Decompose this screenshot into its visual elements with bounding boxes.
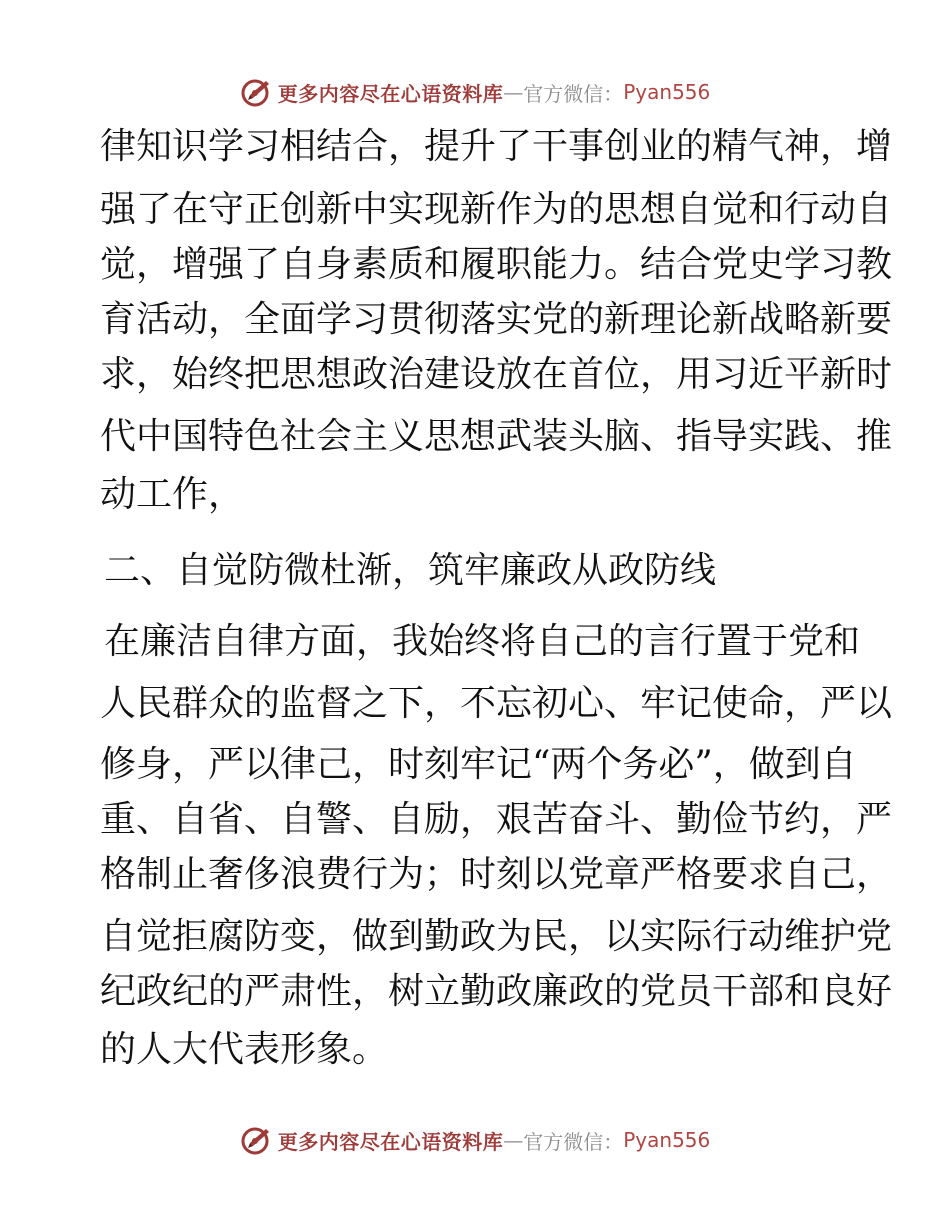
body-line: 修身，严以律己，时刻牢记“两个务必”，做到自 (100, 744, 857, 785)
body-line: 自觉拒腐防变，做到勤政为民，以实际行动维护党 (100, 916, 893, 957)
section-heading: 二、自觉防微杜渐，筑牢廉政从政防线 (104, 550, 717, 591)
body-line: 强了在守正创新中实现新作为的思想自觉和行动自 (100, 189, 893, 230)
body-line: 动工作， (100, 474, 245, 515)
body-line: 代中国特色社会主义思想武装头脑、指导实践、推 (100, 416, 893, 457)
body-line: 的人大代表形象。 (100, 1029, 389, 1070)
banner-main-text: 更多内容尽在心语资料库 (277, 1129, 504, 1154)
pen-circle-logo-icon (240, 1123, 274, 1157)
body-line: 重、自省、自警、自励，艰苦奋斗、勤俭节约，严 (100, 799, 893, 840)
body-line: 人民群众的监督之下，不忘初心、牢记使命，严以 (100, 683, 893, 724)
banner-wechat-id: Pyan556 (623, 1128, 711, 1152)
pen-circle-logo-icon (240, 75, 274, 109)
body-line: 育活动，全面学习贯彻落实党的新理论新战略新要 (100, 299, 893, 340)
banner-wechat-id: Pyan556 (623, 80, 711, 104)
banner-wechat-label: 官方微信： (523, 81, 624, 106)
banner-wechat-label: 官方微信： (523, 1129, 624, 1154)
banner-main-text: 更多内容尽在心语资料库 (277, 81, 504, 106)
body-line: 格制止奢侈浪费行为；时刻以党章严格要求自己， (100, 854, 893, 895)
body-line: 纪政纪的严肃性，树立勤政廉政的党员干部和良好 (100, 971, 893, 1012)
banner-separator: — (503, 80, 524, 104)
body-line: 觉，增强了自身素质和履职能力。结合党史学习教 (100, 244, 893, 285)
body-line: 求，始终把思想政治建设放在首位，用习近平新时 (100, 354, 893, 395)
footer-banner (0, 1118, 950, 1162)
paragraph-first-line: 在廉洁自律方面，我始终将自己的言行置于党和 (104, 621, 861, 662)
header-banner (0, 70, 950, 114)
body-line: 律知识学习相结合，提升了干事创业的精气神，增 (100, 126, 893, 167)
banner-separator: — (503, 1128, 524, 1152)
